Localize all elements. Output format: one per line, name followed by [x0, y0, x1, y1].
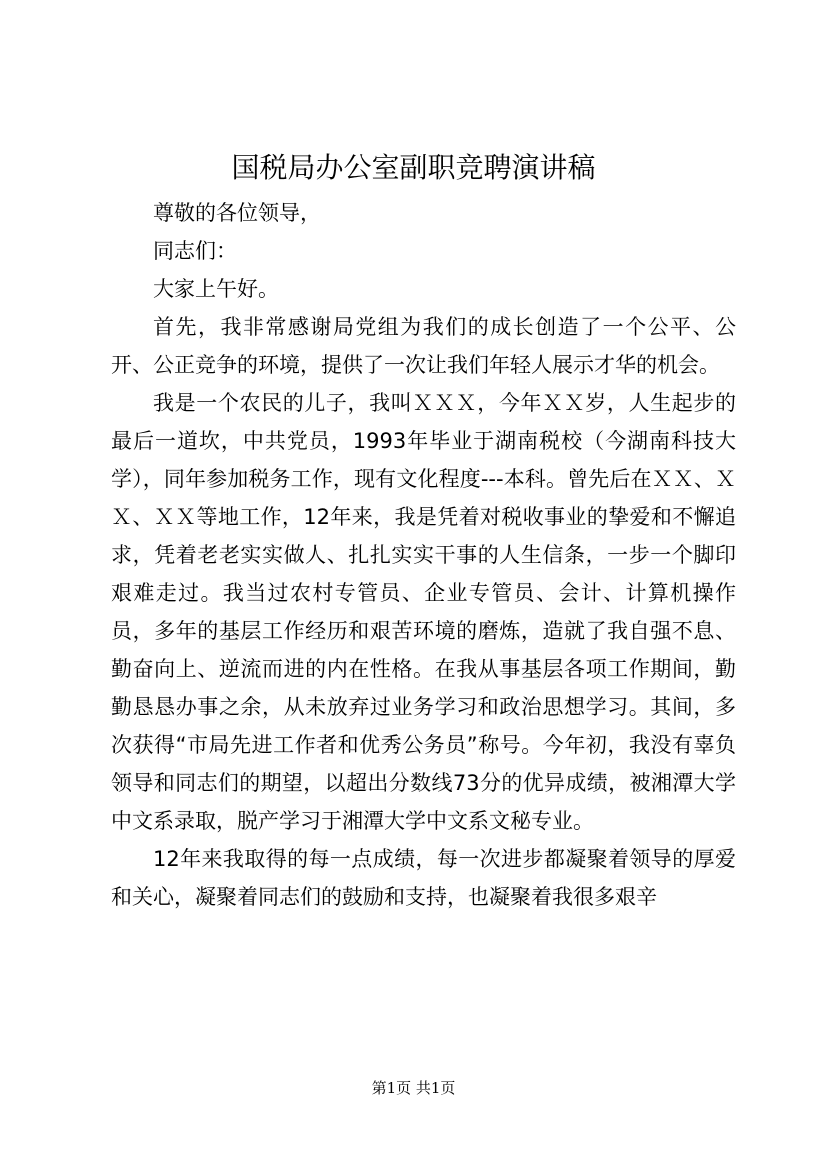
document-body — [111, 194, 736, 916]
page-number-footer: 第1页 共1页 — [371, 1079, 456, 1097]
paragraph-self-introduction: 我是一个农民的儿子，我叫ＸＸＸ，今年ＸＸ岁，人生起步的最后一道坎，中共党员，1993年毕业于湖南税校（今湖南科技大学），同年参加税务工作，现有文化程度---本科。曾先后在ＸＸ、ＸＸ、ＸＸ等地工作，12年来，我是凭着对税收事业的挚爱和不懈追求，凭着老老实实做人、扎扎实实干事的人生信条，一步一个脚印艰难走过。我当过农村专管员、企业专管员、会计、计算机操作员，多年的基层工作经历和艰苦环境的磨炼，造就了我自强不息、勤奋向上、逆流而进的内在性格。在我从事基层各项工作期间，勤勤恳恳办事之余，从未放弃过业务学习和政治思想学习。其间，多次获得“市局先进工作者和优秀公务员”称号。今年初，我没有辜负领导和同志们的期望，以超出分数线73分的优异成绩，被湘潭大学中文系录取，脱产学习于湘潭大学中文系文秘专业。 — [111, 391, 736, 833]
paragraph-salutation: 尊敬的各位领导， — [153, 201, 321, 225]
paragraph-greeting: 大家上午好。 — [153, 277, 279, 301]
paragraph-comrades: 同志们： — [153, 239, 237, 263]
document-title: 国税局办公室副职竞聘演讲稿 — [231, 151, 596, 184]
paragraph-thanks: 首先，我非常感谢局党组为我们的成长创造了一个公平、公开、公正竞争的环境，提供了一次让我们年轻人展示才华的机会。 — [111, 315, 736, 377]
paragraph-achievements: 12年来我取得的每一点成绩，每一次进步都凝聚着领导的厚爱和关心，凝聚着同志们的鼓励和支持，也凝聚着我很多艰辛 — [111, 847, 736, 909]
